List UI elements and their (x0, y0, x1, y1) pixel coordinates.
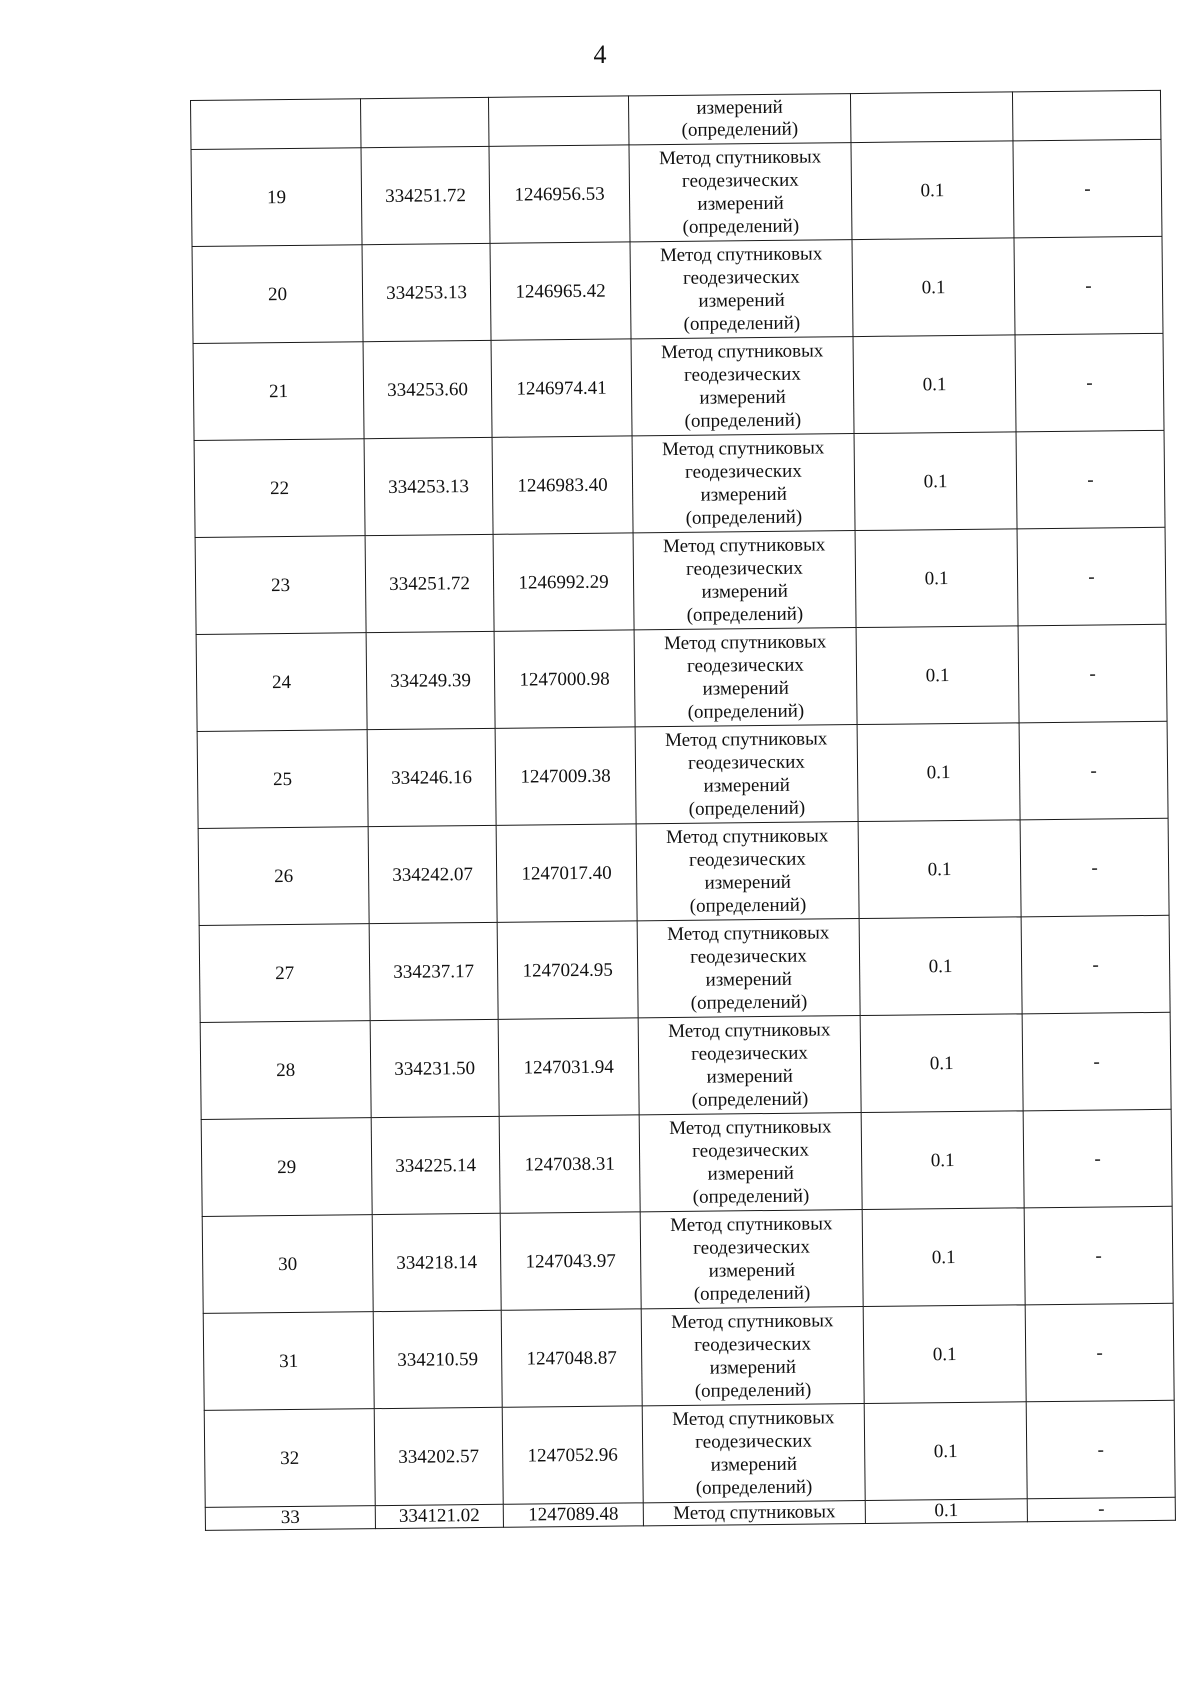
method-line: измерений (704, 871, 791, 894)
method-line: Метод спутниковых (672, 1407, 835, 1431)
method-line: измерений (698, 289, 785, 312)
method-line: Метод спутниковых (669, 1116, 832, 1140)
cell-point-number: 22 (194, 439, 365, 538)
method-line: (определений) (695, 1476, 813, 1499)
cell-point-number: 29 (201, 1118, 372, 1217)
method-line: измерений (701, 580, 788, 603)
method-line: измерений (709, 1356, 797, 1379)
method-line: геодезических (684, 460, 802, 483)
table-row (204, 1400, 1175, 1507)
cell-y: 1247052.96 (502, 1406, 643, 1504)
cell-point-number: 19 (191, 148, 362, 247)
cell-point-number: 27 (199, 924, 370, 1023)
cell-x: 334202.57 (374, 1407, 503, 1505)
cell-note: - (1016, 430, 1165, 529)
method-line: (определений) (694, 1379, 812, 1402)
table-row (194, 430, 1165, 537)
table-row (203, 1303, 1174, 1410)
cell-accuracy: 0.1 (858, 820, 1021, 919)
method-line: Метод спутниковых (673, 1501, 836, 1525)
cell-note: - (1025, 1303, 1174, 1402)
cell-method (643, 1501, 865, 1526)
cell-x (360, 97, 489, 147)
cell-x: 334253.13 (362, 243, 491, 341)
cell-x: 334237.17 (369, 922, 498, 1020)
cell-point-number: 21 (193, 342, 364, 441)
cell-x: 334253.60 (363, 340, 492, 438)
cell-x: 334242.07 (368, 825, 497, 923)
cell-y: 1247089.48 (503, 1503, 643, 1527)
method-line: геодезических (689, 848, 806, 871)
cell-method (635, 725, 858, 824)
cell-point-number: 33 (205, 1506, 375, 1531)
cell-x: 334225.14 (371, 1116, 500, 1214)
cell-accuracy: 0.1 (855, 529, 1018, 628)
cell-y: 1246992.29 (493, 533, 634, 631)
method-line: геодезических (694, 1333, 812, 1356)
cell-x: 334251.72 (365, 534, 494, 632)
cell-method (628, 94, 851, 145)
coordinates-table-wrapper (190, 90, 1175, 1531)
table-row (192, 236, 1163, 343)
table-row (193, 333, 1164, 440)
table-row (196, 624, 1167, 731)
cell-note: - (1027, 1497, 1175, 1522)
cell-method (642, 1404, 865, 1503)
cell-method (637, 919, 860, 1018)
cell-y: 1246965.42 (490, 242, 631, 340)
cell-note: - (1026, 1400, 1175, 1499)
method-line: измерений (699, 386, 786, 409)
method-line: измерений (710, 1453, 798, 1476)
cell-accuracy: 0.1 (856, 626, 1019, 725)
method-line: Метод спутниковых (658, 146, 822, 170)
cell-x: 334251.72 (361, 146, 490, 244)
cell-x: 334231.50 (370, 1019, 499, 1117)
method-line: (определений) (682, 215, 800, 238)
cell-method (640, 1210, 863, 1309)
method-line: геодезических (692, 1139, 809, 1162)
table-row (198, 818, 1169, 925)
method-line: геодезических (685, 557, 803, 580)
cell-y (488, 96, 629, 146)
cell-y: 1247038.31 (499, 1115, 640, 1213)
cell-note: - (1023, 1109, 1172, 1208)
method-line: измерений (705, 968, 793, 991)
cell-note: - (1024, 1206, 1173, 1305)
cell-point-number: 25 (197, 730, 368, 829)
cell-accuracy: 0.1 (851, 141, 1014, 240)
method-line: Метод спутниковых (660, 340, 824, 364)
cell-note: - (1013, 139, 1162, 238)
cell-note: - (1022, 1012, 1171, 1111)
method-line: геодезических (681, 169, 799, 192)
cell-y: 1247031.94 (498, 1018, 639, 1116)
cell-method (632, 434, 855, 533)
cell-point-number: 26 (198, 827, 369, 926)
method-line: (определений) (681, 118, 799, 141)
cell-method (638, 1016, 861, 1115)
table-row (200, 1012, 1171, 1119)
cell-x: 334121.02 (375, 1504, 503, 1528)
cell-note: - (1015, 333, 1164, 432)
method-line: измерений (702, 677, 789, 700)
method-line: Метод спутниковых (659, 243, 823, 267)
cell-method (629, 143, 852, 242)
method-line: геодезических (683, 363, 801, 386)
method-line: (определений) (689, 894, 807, 917)
cell-point-number (191, 99, 362, 150)
method-line: Метод спутниковых (662, 534, 826, 558)
cell-y: 1246983.40 (492, 436, 633, 534)
cell-note: - (1019, 721, 1168, 820)
coordinates-table (190, 90, 1176, 1531)
method-line: (определений) (683, 312, 801, 335)
method-line: Метод спутниковых (671, 1310, 834, 1334)
method-line: (определений) (691, 1088, 809, 1111)
method-line: геодезических (690, 945, 807, 968)
cell-accuracy: 0.1 (862, 1208, 1025, 1307)
cell-y: 1247009.38 (495, 727, 636, 825)
method-line: геодезических (682, 266, 800, 289)
method-line: Метод спутниковых (663, 631, 827, 655)
cell-y: 1247048.87 (501, 1309, 642, 1407)
table-row (191, 139, 1162, 246)
cell-accuracy: 0.1 (857, 723, 1020, 822)
method-line: геодезических (687, 751, 805, 774)
method-line: измерений (696, 96, 783, 119)
cell-accuracy: 0.1 (854, 432, 1017, 531)
cell-x: 334218.14 (372, 1213, 501, 1311)
cell-accuracy: 0.1 (864, 1402, 1027, 1501)
cell-y: 1247024.95 (497, 921, 638, 1019)
cell-method (630, 240, 853, 339)
cell-note: - (1017, 527, 1166, 626)
cell-note: - (1018, 624, 1167, 723)
method-line: геодезических (691, 1042, 808, 1065)
method-line: Метод спутниковых (670, 1213, 833, 1237)
cell-accuracy: 0.1 (853, 335, 1016, 434)
method-line: Метод спутниковых (668, 1019, 831, 1043)
method-line: измерений (697, 192, 784, 215)
cell-note (1012, 90, 1161, 141)
method-line: измерений (700, 483, 787, 506)
cell-x: 334246.16 (367, 728, 496, 826)
cell-x: 334210.59 (373, 1310, 502, 1408)
method-line: измерений (708, 1259, 796, 1282)
cell-point-number: 28 (200, 1021, 371, 1120)
method-line: измерений (703, 774, 790, 797)
method-line: (определений) (684, 409, 802, 432)
cell-point-number: 31 (203, 1312, 374, 1411)
cell-accuracy: 0.1 (861, 1111, 1024, 1210)
cell-method (639, 1113, 862, 1212)
method-line: Метод спутниковых (664, 728, 828, 752)
method-line: (определений) (687, 700, 805, 723)
method-line: геодезических (693, 1236, 811, 1259)
method-line: Метод спутниковых (666, 825, 829, 849)
method-line: (определений) (692, 1185, 810, 1208)
cell-y: 1246974.41 (491, 339, 632, 437)
cell-y: 1247043.97 (500, 1212, 641, 1310)
cell-y: 1247017.40 (496, 824, 637, 922)
method-line: измерений (707, 1162, 795, 1185)
cell-y: 1247000.98 (494, 630, 635, 728)
method-line: измерений (706, 1065, 794, 1088)
cell-method (641, 1307, 864, 1406)
method-line: (определений) (690, 991, 808, 1014)
method-line: геодезических (695, 1430, 813, 1453)
method-line: Метод спутниковых (661, 437, 825, 461)
cell-point-number: 23 (195, 536, 366, 635)
cell-x: 334249.39 (366, 631, 495, 729)
cell-y: 1246956.53 (489, 145, 630, 243)
method-line: геодезических (686, 654, 804, 677)
cell-point-number: 20 (192, 245, 363, 344)
table-row (197, 721, 1168, 828)
table-row (202, 1206, 1173, 1313)
method-line: (определений) (686, 603, 804, 626)
cell-method (633, 531, 856, 630)
page-number: 4 (593, 40, 607, 69)
table-row (201, 1109, 1172, 1216)
cell-note: - (1021, 915, 1170, 1014)
cell-accuracy: 0.1 (863, 1305, 1026, 1404)
cell-accuracy: 0.1 (865, 1499, 1027, 1524)
cell-method (636, 822, 859, 921)
cell-x: 334253.13 (364, 437, 493, 535)
cell-point-number: 30 (202, 1215, 373, 1314)
cell-point-number: 24 (196, 633, 367, 732)
cell-note: - (1020, 818, 1169, 917)
method-line: Метод спутниковых (667, 922, 830, 946)
cell-accuracy (850, 92, 1013, 143)
cell-accuracy: 0.1 (859, 917, 1022, 1016)
cell-method (634, 628, 857, 727)
cell-point-number: 32 (204, 1409, 375, 1508)
cell-note: - (1014, 236, 1163, 335)
cell-method (631, 337, 854, 436)
method-line: (определений) (693, 1282, 811, 1305)
table-row (195, 527, 1166, 634)
method-line: (определений) (688, 797, 806, 820)
cell-accuracy: 0.1 (860, 1014, 1023, 1113)
method-line: (определений) (685, 506, 803, 529)
cell-accuracy: 0.1 (852, 238, 1015, 337)
table-row (199, 915, 1170, 1022)
